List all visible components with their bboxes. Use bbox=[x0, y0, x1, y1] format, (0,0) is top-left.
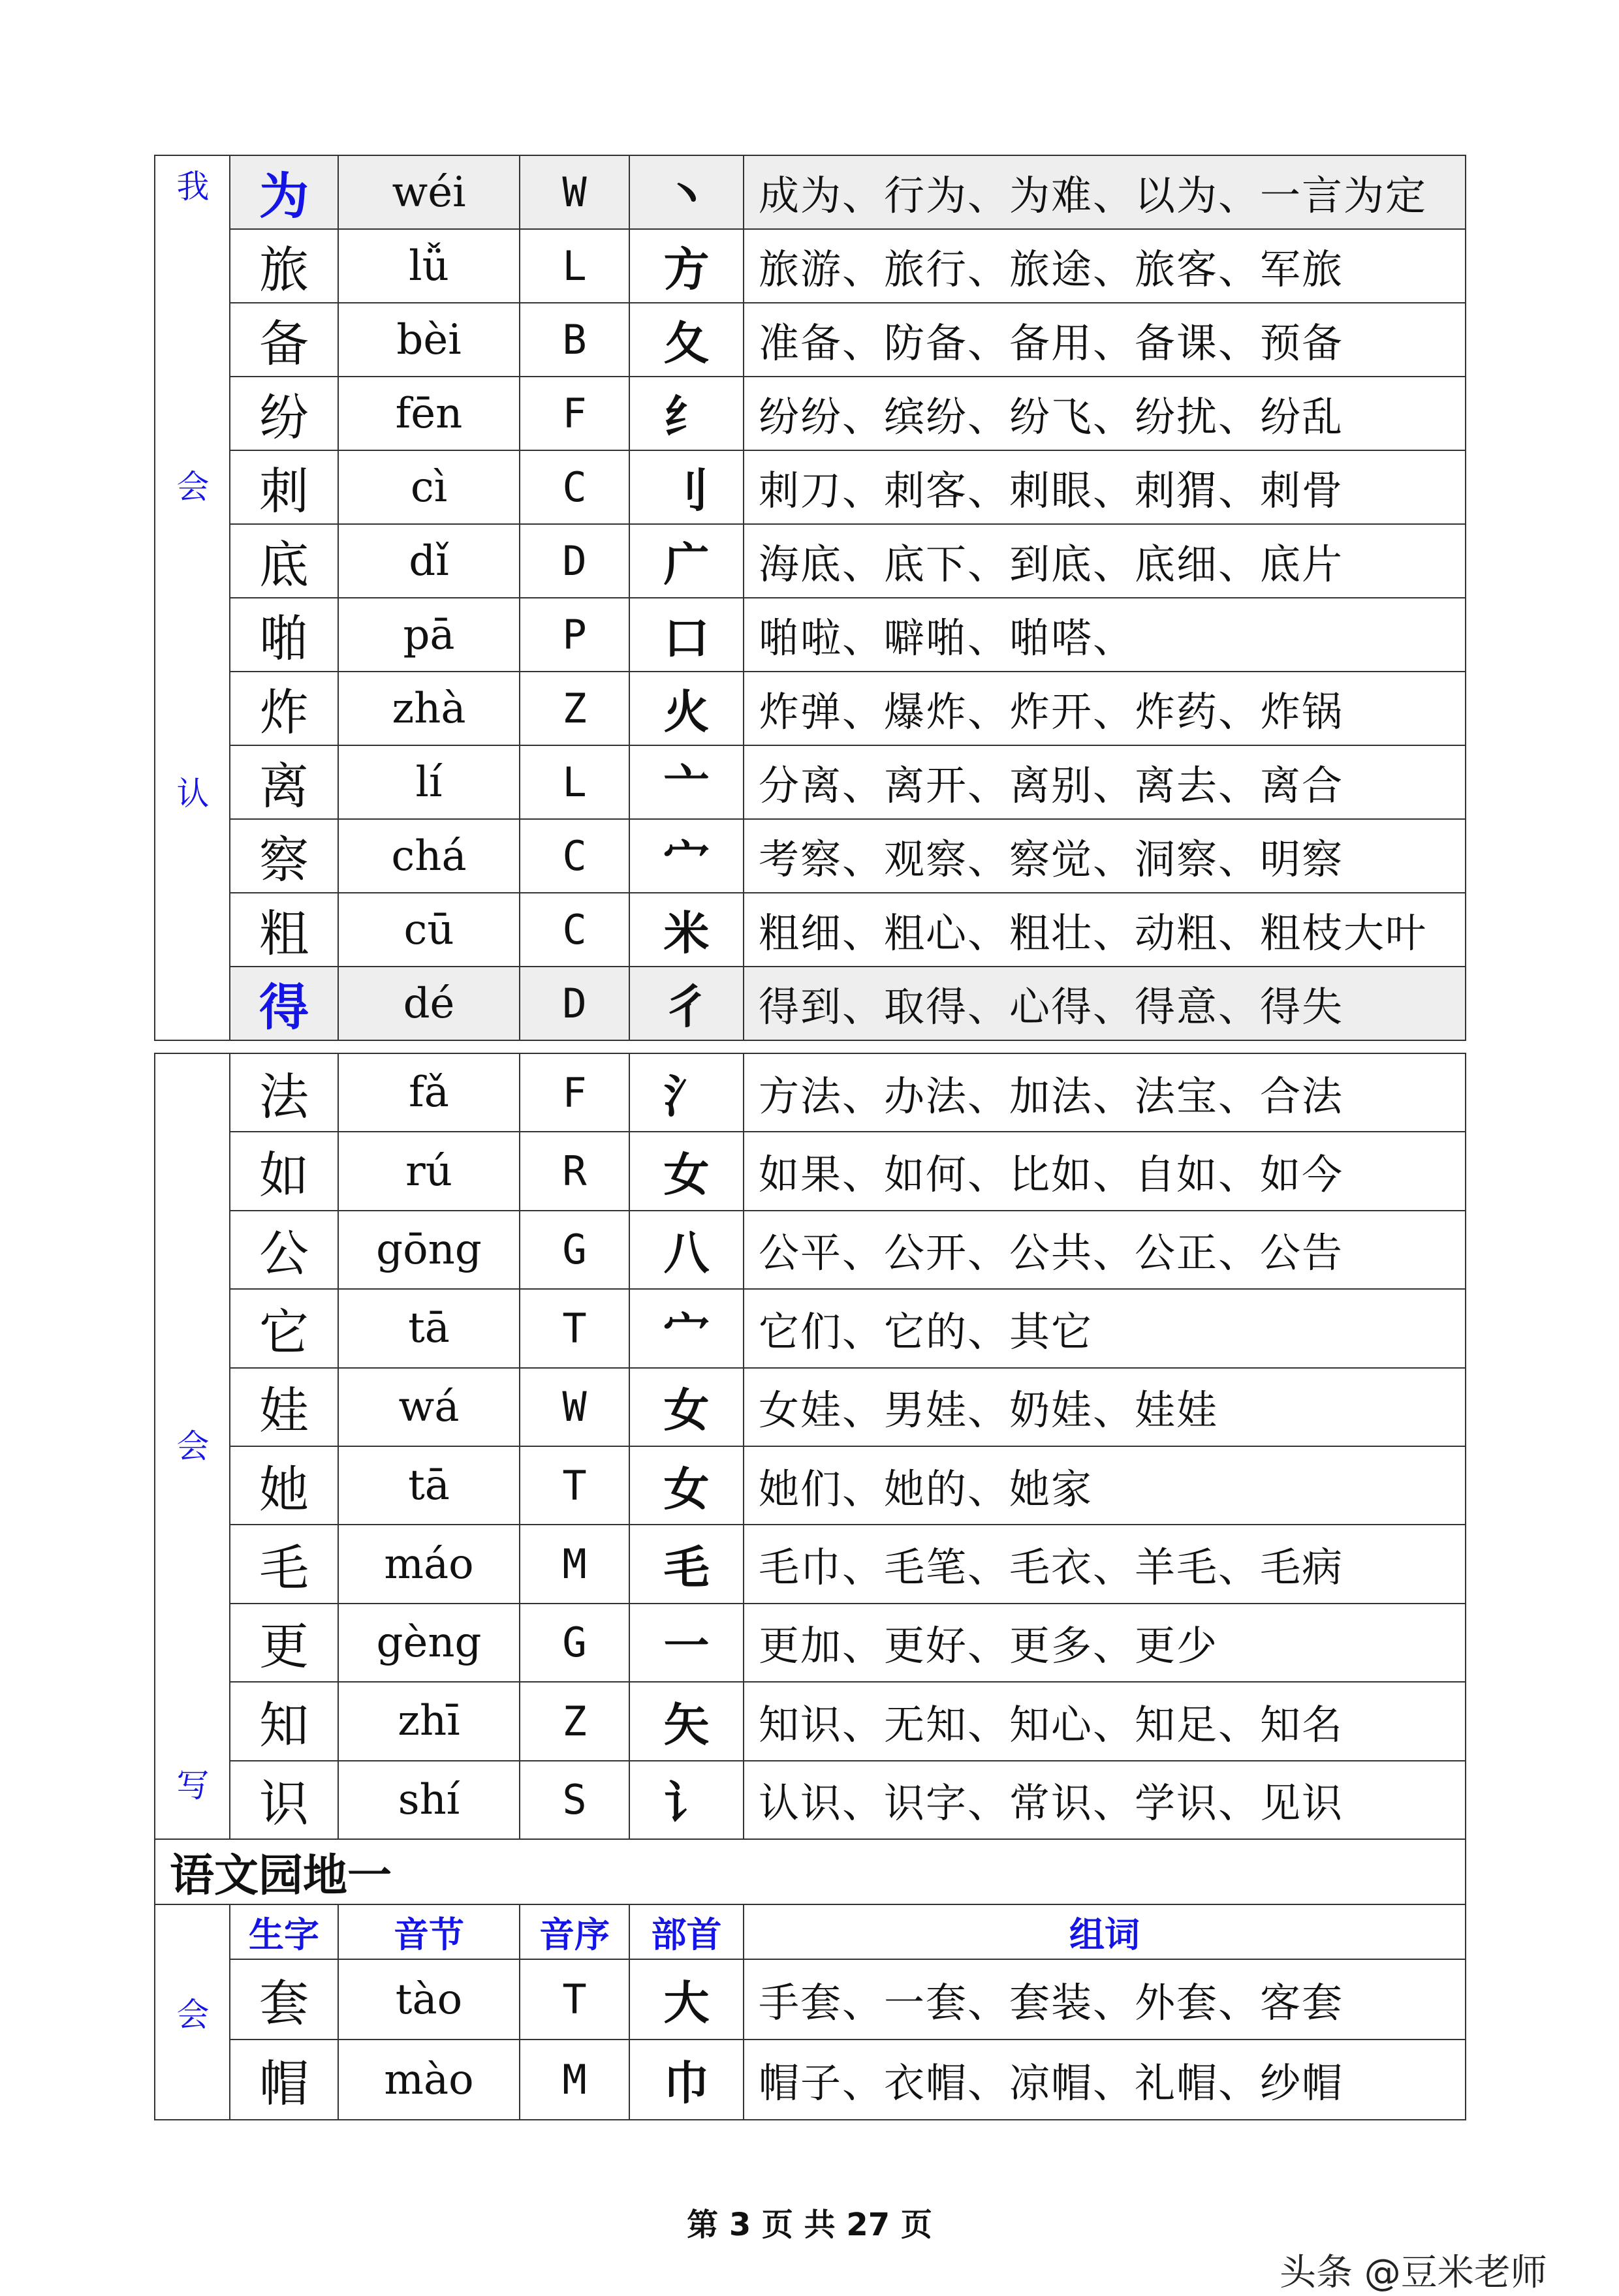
table-row bbox=[155, 1959, 1466, 2040]
radical-cell: 纟 bbox=[629, 377, 744, 450]
index-letter-cell: L bbox=[520, 745, 629, 819]
char-cell: 娃 bbox=[230, 1368, 338, 1446]
table-row bbox=[155, 598, 1466, 672]
header-words: 组词 bbox=[744, 1904, 1466, 1959]
radical-cell: 矢 bbox=[629, 1682, 744, 1760]
words-cell: 如果、如何、比如、自如、如今 bbox=[744, 1132, 1466, 1210]
char-cell: 得 bbox=[230, 967, 338, 1040]
char-cell: 知 bbox=[230, 1682, 338, 1760]
index-letter-cell: F bbox=[520, 1053, 629, 1132]
table-row bbox=[155, 1446, 1466, 1525]
table-row bbox=[155, 524, 1466, 598]
char-cell: 炸 bbox=[230, 672, 338, 745]
section-label-char: 我 bbox=[176, 168, 210, 206]
table-row bbox=[155, 1211, 1466, 1289]
char-cell: 更 bbox=[230, 1604, 338, 1682]
section-label bbox=[155, 155, 230, 1040]
table-row bbox=[155, 672, 1466, 745]
table-row bbox=[155, 450, 1466, 524]
pinyin-cell: fēn bbox=[338, 377, 520, 450]
pinyin-cell: pā bbox=[338, 598, 520, 672]
words-cell: 成为、行为、为难、以为、一言为定 bbox=[744, 155, 1466, 229]
index-letter-cell: T bbox=[520, 1289, 629, 1367]
index-letter-cell: C bbox=[520, 450, 629, 524]
table-row bbox=[155, 1368, 1466, 1446]
radical-cell: 亠 bbox=[629, 745, 744, 819]
page-footer: 第 3 页 共 27 页 bbox=[687, 2207, 932, 2243]
section-label-wrap bbox=[155, 1054, 229, 1838]
index-letter-cell: G bbox=[520, 1604, 629, 1682]
radical-cell: 巾 bbox=[629, 2040, 744, 2120]
radical-cell: 口 bbox=[629, 598, 744, 672]
char-cell: 公 bbox=[230, 1211, 338, 1289]
radical-cell: 女 bbox=[629, 1368, 744, 1446]
garden-table bbox=[154, 1838, 1466, 2120]
pinyin-cell: tào bbox=[338, 1959, 520, 2040]
words-cell: 海底、底下、到底、底细、底片 bbox=[744, 524, 1466, 598]
section-label bbox=[155, 1053, 230, 1839]
words-cell: 得到、取得、心得、得意、得失 bbox=[744, 967, 1466, 1040]
pinyin-cell: tā bbox=[338, 1446, 520, 1525]
section-label-char: 写 bbox=[176, 1767, 210, 1805]
words-cell: 认识、识字、常识、学识、见识 bbox=[744, 1761, 1466, 1839]
table-row bbox=[155, 1289, 1466, 1367]
index-letter-cell: C bbox=[520, 893, 629, 967]
header-char: 生字 bbox=[230, 1904, 338, 1959]
index-letter-cell: P bbox=[520, 598, 629, 672]
table-row bbox=[155, 967, 1466, 1040]
words-cell: 它们、它的、其它 bbox=[744, 1289, 1466, 1367]
radical-cell: 广 bbox=[629, 524, 744, 598]
radical-cell: 大 bbox=[629, 1959, 744, 2040]
char-cell: 为 bbox=[230, 155, 338, 229]
radical-cell: 一 bbox=[629, 1604, 744, 1682]
radical-cell: 刂 bbox=[629, 450, 744, 524]
pinyin-cell: lí bbox=[338, 745, 520, 819]
char-cell: 啪 bbox=[230, 598, 338, 672]
char-cell: 纷 bbox=[230, 377, 338, 450]
index-letter-cell: W bbox=[520, 1368, 629, 1446]
index-letter-cell: M bbox=[520, 2040, 629, 2120]
words-cell: 她们、她的、她家 bbox=[744, 1446, 1466, 1525]
pinyin-cell: rú bbox=[338, 1132, 520, 1210]
pinyin-cell: wá bbox=[338, 1368, 520, 1446]
char-cell: 法 bbox=[230, 1053, 338, 1132]
char-cell: 离 bbox=[230, 745, 338, 819]
pinyin-cell: chá bbox=[338, 819, 520, 893]
radical-cell: 毛 bbox=[629, 1525, 744, 1603]
table-row bbox=[155, 1525, 1466, 1603]
pinyin-cell: cì bbox=[338, 450, 520, 524]
words-cell: 准备、防备、备用、备课、预备 bbox=[744, 303, 1466, 377]
table-row bbox=[155, 819, 1466, 893]
table-row bbox=[155, 229, 1466, 303]
char-cell: 备 bbox=[230, 303, 338, 377]
watermark: 头条 @豆米老师 bbox=[1280, 2252, 1547, 2294]
pinyin-cell: fǎ bbox=[338, 1053, 520, 1132]
header-index: 音序 bbox=[520, 1904, 629, 1959]
words-cell: 分离、离开、离别、离去、离合 bbox=[744, 745, 1466, 819]
char-cell: 察 bbox=[230, 819, 338, 893]
char-cell: 识 bbox=[230, 1761, 338, 1839]
index-letter-cell: C bbox=[520, 819, 629, 893]
header-pinyin: 音节 bbox=[338, 1904, 520, 1959]
radical-cell: 夂 bbox=[629, 303, 744, 377]
pinyin-cell: bèi bbox=[338, 303, 520, 377]
garden-title-row bbox=[155, 1839, 1466, 1904]
pinyin-cell: zhī bbox=[338, 1682, 520, 1760]
table-row bbox=[155, 377, 1466, 450]
words-cell: 纷纷、缤纷、纷飞、纷扰、纷乱 bbox=[744, 377, 1466, 450]
radical-cell: 宀 bbox=[629, 1289, 744, 1367]
index-letter-cell: Z bbox=[520, 672, 629, 745]
words-cell: 旅游、旅行、旅途、旅客、军旅 bbox=[744, 229, 1466, 303]
index-letter-cell: F bbox=[520, 377, 629, 450]
index-letter-cell: Z bbox=[520, 1682, 629, 1760]
index-letter-cell: G bbox=[520, 1211, 629, 1289]
pinyin-cell: dé bbox=[338, 967, 520, 1040]
char-cell: 她 bbox=[230, 1446, 338, 1525]
pinyin-cell: lǚ bbox=[338, 229, 520, 303]
words-cell: 啪啦、噼啪、啪嗒、 bbox=[744, 598, 1466, 672]
radical-cell: 宀 bbox=[629, 819, 744, 893]
words-cell: 更加、更好、更多、更少 bbox=[744, 1604, 1466, 1682]
pinyin-cell: shí bbox=[338, 1761, 520, 1839]
pinyin-cell: mào bbox=[338, 2040, 520, 2120]
char-cell: 套 bbox=[230, 1959, 338, 2040]
table-row bbox=[155, 303, 1466, 377]
char-cell: 帽 bbox=[230, 2040, 338, 2120]
words-cell: 毛巾、毛笔、毛衣、羊毛、毛病 bbox=[744, 1525, 1466, 1603]
pinyin-cell: wéi bbox=[338, 155, 520, 229]
index-letter-cell: W bbox=[520, 155, 629, 229]
index-letter-cell: T bbox=[520, 1446, 629, 1525]
words-cell: 考察、观察、察觉、洞察、明察 bbox=[744, 819, 1466, 893]
table-row bbox=[155, 1053, 1466, 1132]
write-table bbox=[154, 1053, 1466, 1840]
index-letter-cell: M bbox=[520, 1525, 629, 1603]
radical-cell: 八 bbox=[629, 1211, 744, 1289]
section-title: 语文园地一 bbox=[155, 1839, 1466, 1904]
index-letter-cell: R bbox=[520, 1132, 629, 1210]
radical-cell: 女 bbox=[629, 1446, 744, 1525]
table-row bbox=[155, 155, 1466, 229]
table-row bbox=[155, 1761, 1466, 1839]
words-cell: 炸弹、爆炸、炸开、炸药、炸锅 bbox=[744, 672, 1466, 745]
table-row bbox=[155, 1132, 1466, 1210]
words-cell: 粗细、粗心、粗壮、动粗、粗枝大叶 bbox=[744, 893, 1466, 967]
pinyin-cell: tā bbox=[338, 1289, 520, 1367]
char-cell: 它 bbox=[230, 1289, 338, 1367]
index-letter-cell: D bbox=[520, 967, 629, 1040]
table-row bbox=[155, 2040, 1466, 2120]
section-label bbox=[155, 1904, 230, 2120]
char-cell: 旅 bbox=[230, 229, 338, 303]
char-cell: 毛 bbox=[230, 1525, 338, 1603]
radical-cell: 彳 bbox=[629, 967, 744, 1040]
pinyin-cell: gèng bbox=[338, 1604, 520, 1682]
words-cell: 手套、一套、套装、外套、客套 bbox=[744, 1959, 1466, 2040]
section-label-wrap bbox=[155, 156, 229, 1040]
words-cell: 帽子、衣帽、凉帽、礼帽、纱帽 bbox=[744, 2040, 1466, 2120]
radical-cell: 女 bbox=[629, 1132, 744, 1210]
section-label-char: 认 bbox=[176, 775, 210, 813]
radical-cell: 方 bbox=[629, 229, 744, 303]
index-letter-cell: L bbox=[520, 229, 629, 303]
pinyin-cell: cū bbox=[338, 893, 520, 967]
index-letter-cell: S bbox=[520, 1761, 629, 1839]
pinyin-cell: dǐ bbox=[338, 524, 520, 598]
radical-cell: 氵 bbox=[629, 1053, 744, 1132]
pinyin-cell: máo bbox=[338, 1525, 520, 1603]
radical-cell: 火 bbox=[629, 672, 744, 745]
words-cell: 刺刀、刺客、刺眼、刺猬、刺骨 bbox=[744, 450, 1466, 524]
char-cell: 如 bbox=[230, 1132, 338, 1210]
section-label-char: 会 bbox=[176, 1996, 210, 2034]
index-letter-cell: D bbox=[520, 524, 629, 598]
table-row bbox=[155, 1682, 1466, 1760]
index-letter-cell: B bbox=[520, 303, 629, 377]
pinyin-cell: zhà bbox=[338, 672, 520, 745]
radical-cell: 米 bbox=[629, 893, 744, 967]
garden-header-row bbox=[155, 1904, 1466, 1959]
words-cell: 女娃、男娃、奶娃、娃娃 bbox=[744, 1368, 1466, 1446]
radical-cell: 讠 bbox=[629, 1761, 744, 1839]
pinyin-cell: gōng bbox=[338, 1211, 520, 1289]
table-row bbox=[155, 1604, 1466, 1682]
recognize-table bbox=[154, 155, 1466, 1041]
words-cell: 方法、办法、加法、法宝、合法 bbox=[744, 1053, 1466, 1132]
words-cell: 公平、公开、公共、公正、公告 bbox=[744, 1211, 1466, 1289]
index-letter-cell: T bbox=[520, 1959, 629, 2040]
section-label-char: 会 bbox=[176, 468, 210, 506]
section-label-char: 会 bbox=[176, 1427, 210, 1465]
header-radical: 部首 bbox=[629, 1904, 744, 1959]
words-cell: 知识、无知、知心、知足、知名 bbox=[744, 1682, 1466, 1760]
char-cell: 底 bbox=[230, 524, 338, 598]
table-row bbox=[155, 893, 1466, 967]
char-cell: 粗 bbox=[230, 893, 338, 967]
char-cell: 刺 bbox=[230, 450, 338, 524]
radical-cell: 丶 bbox=[629, 155, 744, 229]
table-row bbox=[155, 745, 1466, 819]
